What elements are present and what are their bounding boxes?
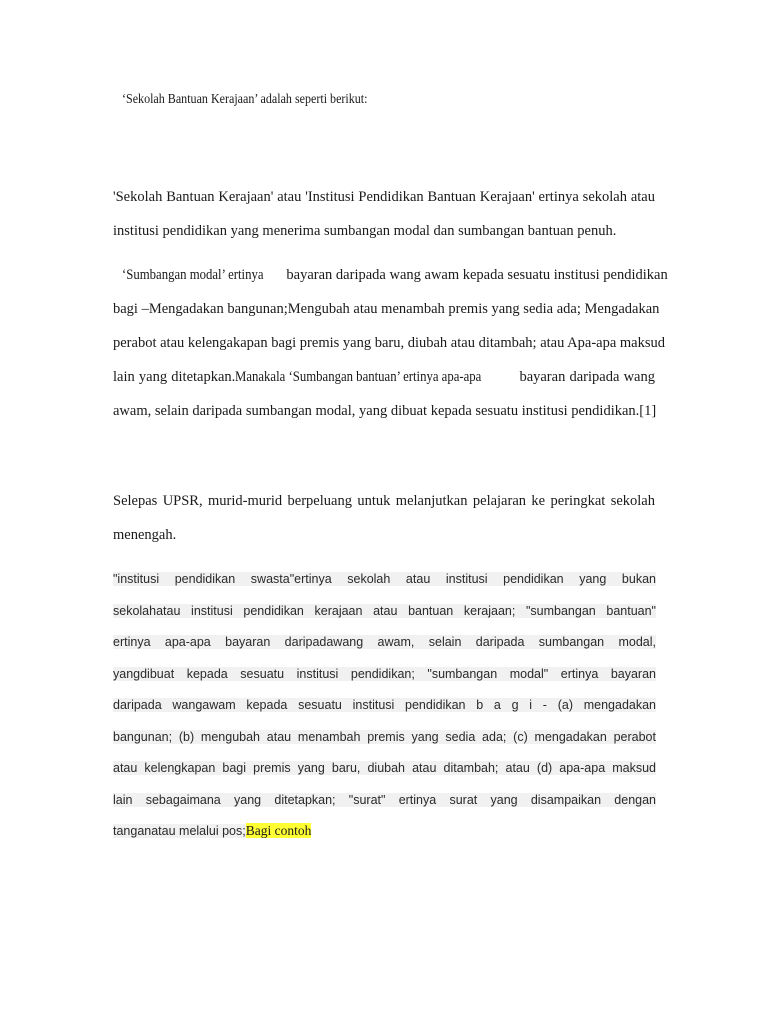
paragraph-sumbangan bbox=[113, 264, 668, 434]
paragraph-line: menengah. bbox=[113, 527, 177, 543]
term-sumbangan-bantuan: Manakala ‘Sumbangan bantuan’ ertinya apa-apa bbox=[235, 369, 482, 385]
paragraph-line: 'Sekolah Bantuan Kerajaan' atau 'Institusi Pendidikan Bantuan Kerajaan' ertinya sekolah atau bbox=[113, 189, 655, 205]
line-text: ertinya apa-apa bayaran daripadawang awam, selain daripada sumbangan modal, bbox=[113, 635, 656, 649]
paragraph-line bbox=[113, 664, 656, 696]
paragraph-line bbox=[113, 366, 655, 400]
paragraph-institusi-swasta bbox=[113, 569, 656, 853]
paragraph-line bbox=[113, 758, 656, 790]
paragraph-line bbox=[113, 821, 656, 853]
line-text: daripada wangawam kepada sesuatu institusi pendidikan b a g i - (a) mengadakan bbox=[113, 698, 656, 712]
line-text: bayaran daripada wang bbox=[519, 369, 655, 385]
paragraph-line: awam, selain daripada sumbangan modal, yang dibuat kepada sesuatu institusi pendidikan.[1] bbox=[113, 403, 657, 419]
line-text: atau kelengkapan bagi premis yang baru, diubah atau ditambah; atau (d) apa-apa maksud bbox=[113, 761, 656, 775]
paragraph-upsr bbox=[113, 490, 655, 558]
line-text: yangdibuat kepada sesuatu institusi pendidikan; "sumbangan modal" ertinya bayaran bbox=[113, 666, 656, 681]
line-text: bayaran daripada wang awam kepada sesuatu institusi pendidikan bbox=[286, 267, 668, 283]
paragraph-line bbox=[113, 790, 656, 822]
paragraph-line bbox=[113, 632, 656, 664]
term-sumbangan-modal: ‘Sumbangan modal’ ertinya bbox=[122, 267, 264, 283]
paragraph-line bbox=[113, 264, 668, 298]
paragraph-line bbox=[113, 601, 656, 633]
paragraph-definition bbox=[113, 186, 655, 254]
paragraph-line bbox=[113, 695, 656, 727]
line-text: lain yang ditetapkan. bbox=[113, 369, 236, 385]
line-text: tanganatau melalui pos; bbox=[113, 824, 246, 838]
document-heading: ‘Sekolah Bantuan Kerajaan’ adalah seperti berikut: bbox=[122, 92, 368, 107]
paragraph-line: institusi pendidikan yang menerima sumbangan modal dan sumbangan bantuan penuh. bbox=[113, 223, 617, 239]
paragraph-line: perabot atau kelengakapan bagi premis yang baru, diubah atau ditambah; atau Apa-apa maksud bbox=[113, 335, 666, 351]
line-text: "institusi pendidikan swasta"ertinya sekolah atau institusi pendidikan yang bukan bbox=[113, 572, 656, 586]
paragraph-line bbox=[113, 727, 656, 759]
paragraph-line: Selepas UPSR, murid-murid berpeluang untuk melanjutkan pelajaran ke peringkat sekolah bbox=[113, 493, 655, 509]
highlighted-text: Bagi contoh bbox=[245, 823, 312, 838]
line-text: bangunan; (b) mengubah atau menambah premis yang sedia ada; (c) mengadakan perabot bbox=[113, 729, 656, 744]
line-text: sekolahatau institusi pendidikan kerajaan atau bantuan kerajaan; "sumbangan bantuan" bbox=[113, 603, 656, 618]
line-text: lain sebagaimana yang ditetapkan; "surat" ertinya surat yang disampaikan dengan bbox=[113, 792, 656, 807]
paragraph-line: bagi –Mengadakan bangunan;Mengubah atau menambah premis yang sedia ada; Mengadakan bbox=[113, 301, 660, 317]
paragraph-line bbox=[113, 569, 656, 601]
